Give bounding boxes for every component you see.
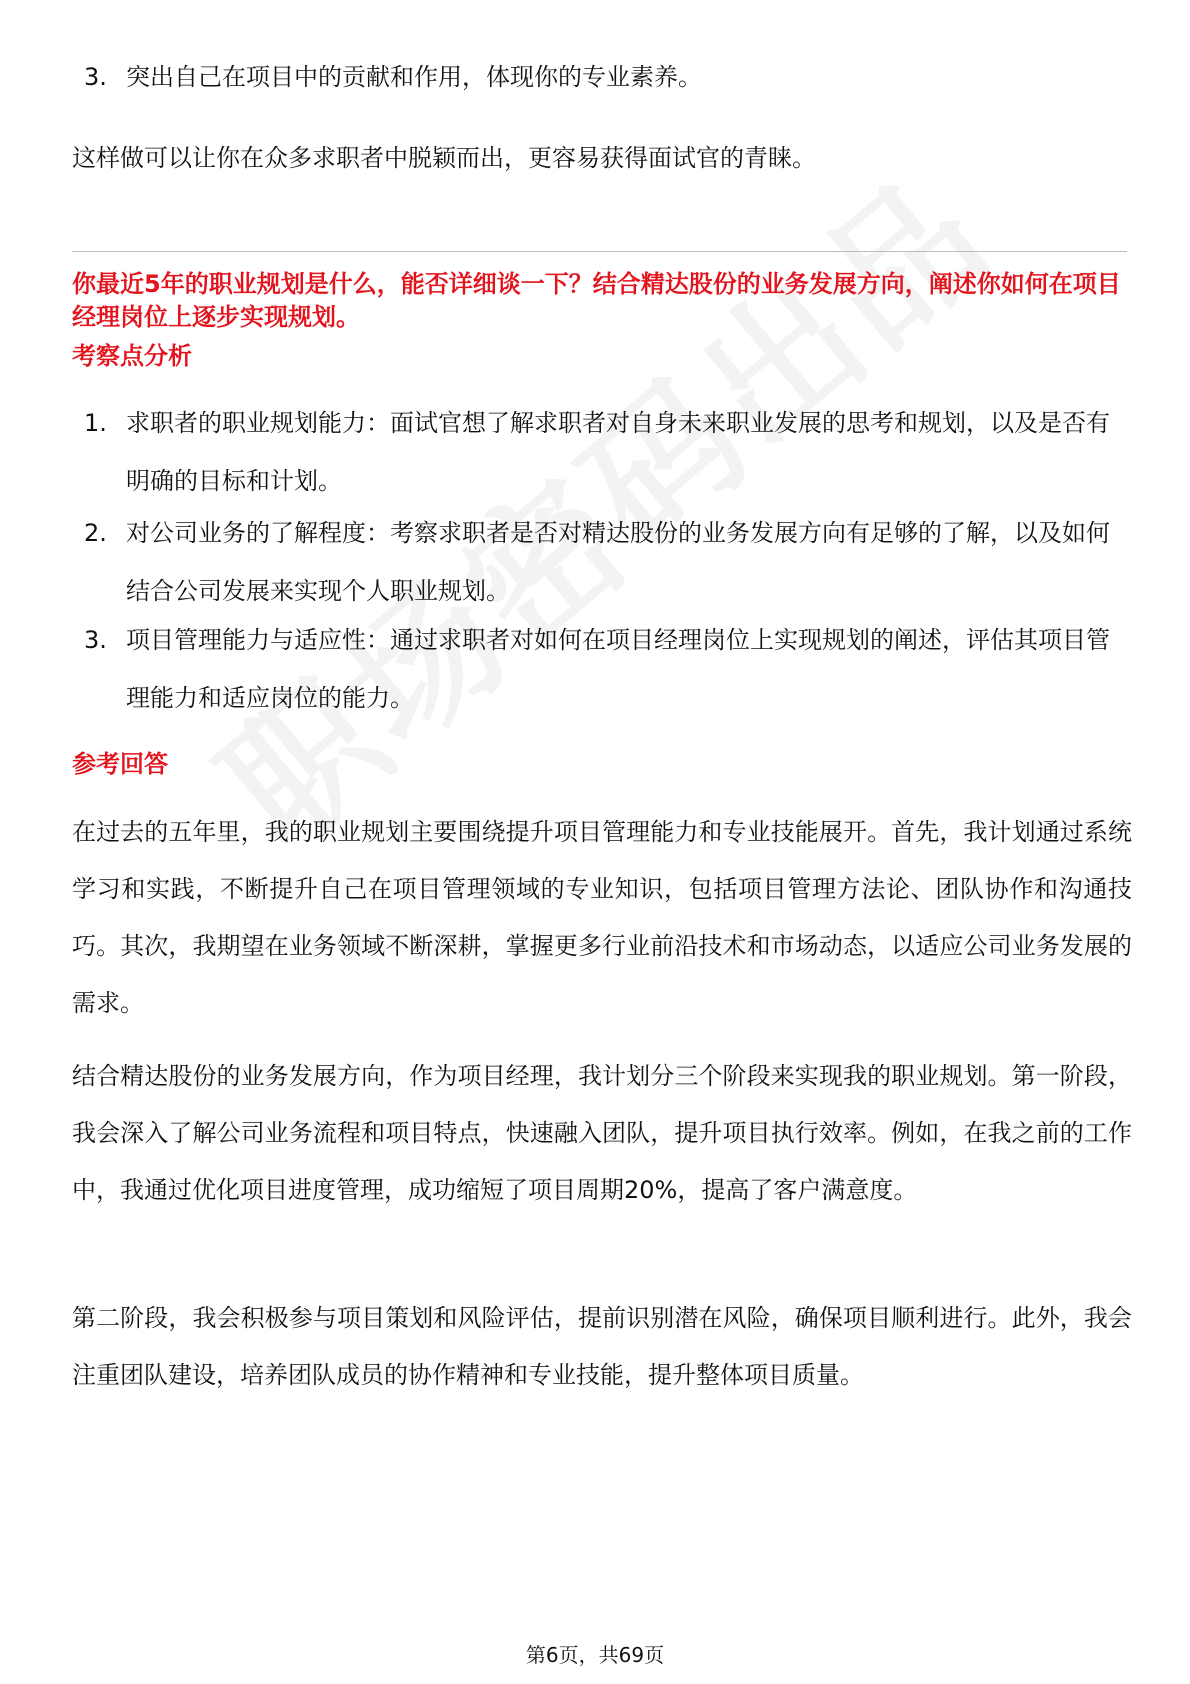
intro-conclusion: 这样做可以让你在众多求职者中脱颖而出，更容易获得面试官的青睐。 — [72, 144, 816, 172]
list-text: 项目管理能力与适应性：通过求职者对如何在项目经理岗位上实现规划的阐述，评估其项目管理能力和适应岗位的能力。 — [126, 626, 1110, 712]
question-heading: 你最近5年的职业规划是什么，能否详细谈一下？结合精达股份的业务发展方向，阐述你如何在项目经理岗位上逐步实现规划。 — [72, 270, 1121, 331]
list-text: 求职者的职业规划能力：面试官想了解求职者对自身未来职业发展的思考和规划，以及是否有明确的目标和计划。 — [126, 409, 1110, 495]
list-number: 3. — [84, 626, 107, 654]
list-number: 2. — [84, 519, 107, 547]
answer-heading: 参考回答 — [72, 750, 168, 778]
list-text: 对公司业务的了解程度：考察求职者是否对精达股份的业务发展方向有足够的了解，以及如何结合公司发展来实现个人职业规划。 — [126, 519, 1110, 605]
divider — [72, 251, 1127, 252]
page-footer: 第6页，共69页 — [525, 1643, 665, 1667]
list-number: 1. — [84, 409, 107, 437]
list-number: 3. — [84, 63, 107, 91]
document-page — [72, 0, 1132, 1684]
list-text: 突出自己在项目中的贡献和作用，体现你的专业素养。 — [126, 63, 702, 91]
answer-paragraph-1: 在过去的五年里，我的职业规划主要围绕提升项目管理能力和专业技能展开。首先，我计划通过系统学习和实践，不断提升自己在项目管理领域的专业知识，包括项目管理方法论、团队协作和沟通技巧。其次，我期望在业务领域不断深耕，掌握更多行业前沿技术和市场动态，以适应公司业务发展的需求。 — [72, 818, 1132, 1017]
answer-paragraph-2: 结合精达股份的业务发展方向，作为项目经理，我计划分三个阶段来实现我的职业规划。第一阶段，我会深入了解公司业务流程和项目特点，快速融入团队，提升项目执行效率。例如，在我之前的工作中，我通过优化项目进度管理，成功缩短了项目周期20%，提高了客户满意度。 — [72, 1062, 1132, 1204]
analysis-heading: 考察点分析 — [72, 342, 192, 370]
answer-paragraph-3: 第二阶段，我会积极参与项目策划和风险评估，提前识别潜在风险，确保项目顺利进行。此外，我会注重团队建设，培养团队成员的协作精神和专业技能，提升整体项目质量。 — [72, 1304, 1132, 1389]
